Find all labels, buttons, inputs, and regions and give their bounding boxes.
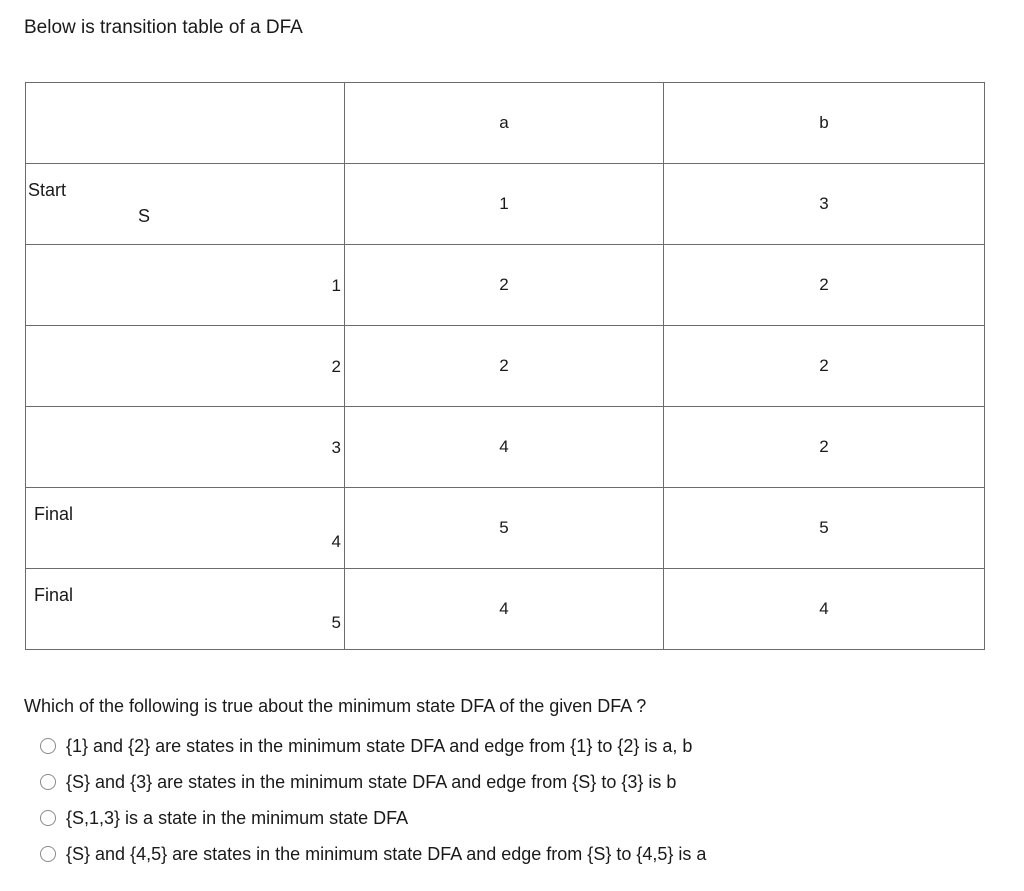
table-row [26,164,985,245]
state-cell [26,569,345,650]
state-cell [26,245,345,326]
header-cell-a [345,83,664,164]
state-cell [26,407,345,488]
transition-a-cell [345,245,664,326]
state-name: S [138,206,151,226]
answer-options [40,728,706,872]
transition-a: 5 [499,518,509,537]
question-text: Which of the following is true about the minimum state DFA of the given DFA ? [24,696,647,716]
option-1[interactable] [40,728,706,764]
intro-text: Below is transition table of a DFA [24,17,303,38]
state-name: 1 [331,276,341,295]
transition-a: 2 [499,275,509,294]
state-name: 2 [331,357,341,376]
state-name: 3 [331,438,341,457]
table-row [26,245,985,326]
transition-a-cell [345,569,664,650]
transition-a-cell [345,488,664,569]
start-marker: Start [28,180,67,200]
transition-a: 1 [499,194,509,213]
transition-b: 5 [819,518,829,537]
transition-b: 2 [819,356,829,375]
state-cell [26,326,345,407]
transition-a: 4 [499,437,509,456]
transition-b: 3 [819,194,829,213]
option-2[interactable] [40,764,706,800]
transition-b: 2 [819,275,829,294]
transition-b: 4 [819,599,829,618]
final-marker: Final [34,585,74,605]
option-4[interactable] [40,836,706,872]
transition-b-cell [664,407,985,488]
transition-b-cell [664,245,985,326]
option-label: {S} and {3} are states in the minimum state DFA and edge from {S} to {3} is b [66,771,677,792]
transition-b: 2 [819,437,829,456]
transition-b-cell [664,488,985,569]
transition-b-cell [664,326,985,407]
transition-table [25,82,985,650]
table-row [26,569,985,650]
transition-a-cell [345,164,664,245]
final-marker: Final [34,504,74,524]
state-cell [26,164,345,245]
option-label: {S,1,3} is a state in the minimum state DFA [66,807,409,828]
radio-button[interactable] [40,846,56,862]
header-row [26,83,985,164]
state-cell [26,488,345,569]
table-row [26,488,985,569]
state-name: 4 [331,532,341,551]
radio-button[interactable] [40,810,56,826]
state-name: 5 [331,613,341,632]
header-cell-b [664,83,985,164]
transition-a-cell [345,407,664,488]
table-row [26,407,985,488]
transition-a: 2 [499,356,509,375]
header-b: b [819,113,829,132]
option-3[interactable] [40,800,706,836]
option-label: {S} and {4,5} are states in the minimum state DFA and edge from {S} to {4,5} is a [66,843,707,864]
radio-button[interactable] [40,738,56,754]
transition-a-cell [345,326,664,407]
header-a: a [499,113,509,132]
transition-b-cell [664,164,985,245]
transition-b-cell [664,569,985,650]
header-cell-state [26,83,345,164]
table-row [26,326,985,407]
radio-button[interactable] [40,774,56,790]
option-label: {1} and {2} are states in the minimum state DFA and edge from {1} to {2} is a, b [66,735,693,756]
transition-a: 4 [499,599,509,618]
